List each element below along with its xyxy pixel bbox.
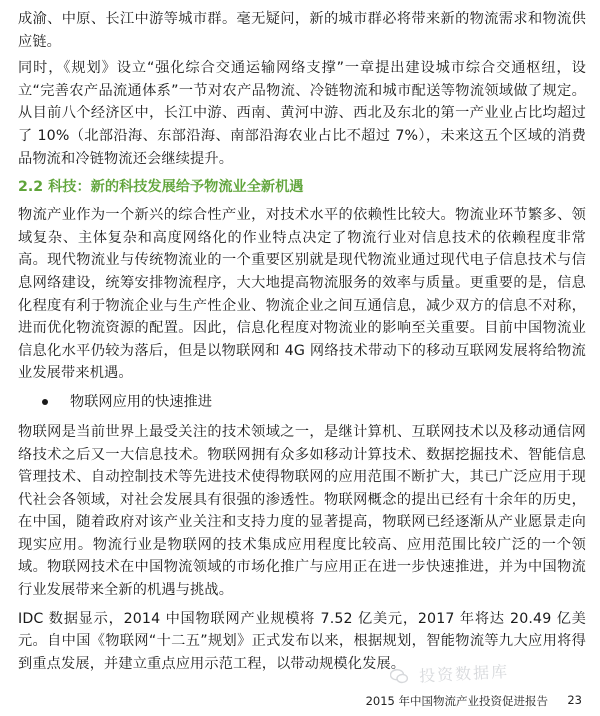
report-page [18, 8, 586, 681]
section-heading-technology: 2.2 科技：新的科技发展给予物流业全新机遇 [18, 179, 304, 196]
watermark [389, 659, 509, 688]
page-footer [0, 689, 600, 711]
paragraph-informatization: 物流产业作为一个新兴的综合性产业，对技术水平的依赖性比较大。物流业环节繁多、领域复杂、主体复杂和高度网络化的作业特点决定了物流行业对信息技术的依赖程度非常高。现代物流业与传统物流业的一个重要区别就是现代物流业通过现代电子信息技术与信息网络建设，统筹安排物流程序，大大地提高物流服务的效率与质量。更重要的是，信息化程度有利于物流企业与生产性企业、物流企业之间互通信息，减少双方的信息不对称，进而优化物流资源的配置。因此，信息化程度对物流业的影响至关重要。目前中国物流业信息化水平仍较为落后，但是以物联网和 4G 网络技术带动下的移动互联网发展将给物流业发展带来机遇。 [18, 207, 586, 382]
bullet-icon [42, 399, 48, 405]
wechat-icon [390, 668, 409, 685]
paragraph-idc-data: IDC 数据显示，2014 中国物联网产业规模将 7.52 亿美元，2017 年将达 20.49 亿美元。自中国《物联网“十二五”规划》正式发布以来，根据规划，智能物流等九大应用将得到重点发展，并建立重点应用示范工程，以带动规模化发展。 [18, 610, 586, 672]
watermark-text: 投资数据库 [418, 661, 510, 686]
page-number: 23 [567, 693, 582, 707]
bullet-item-iot [18, 391, 586, 413]
paragraph-iot: 物联网是当前世界上最受关注的技术领域之一，是继计算机、互联网技术以及移动通信网络技术之后又一大信息技术。物联网拥有众多如移动计算技术、数据挖掘技术、智能信息管理技术、自动控制技术等先进技术使得物联网的应用范围不断扩大，其已广泛应用于现代社会各领域，对社会发展具有很强的渗透性。物联网概念的提出已经有十余年的历史，在中国，随着政府对该产业关注和支持力度的显著提高，物联网已经逐渐从产业愿景走向现实应用。物流行业是物联网的技术集成应用程度比较高、应用范围比较广泛的一个领域。物联网技术在中国物流领域的市场化推广与应用正在进一步快速推进，并为中国物流行业发展带来全新的机遇与挑战。 [18, 423, 586, 599]
paragraph-planning: 同时，《规划》设立“强化综合交通运输网络支撑”一章提出建设城市综合交通枢纽，设立“完善农产品流通体系”一节对农产品物流、冷链物流和城市配送等物流领域做了规定。从目前八个经济区中，长江中游、西南、黄河中游、西北及东北的第一产业业占比均超过了 10%（北部沿海、东部沿海、南部沿海农业占比不超过 7%），未来这五个区域的消费品物流和冷链物流还会继续提升。 [18, 60, 586, 167]
footer-report-title: 2015 年中国物流产业投资促进报告 [365, 694, 548, 708]
paragraph-city-clusters: 成渝、中原、长江中游等城市群。毫无疑问，新的城市群必将带来新的物流需求和物流供应链。 [18, 11, 586, 50]
bullet-text: 物联网应用的快速推进 [70, 393, 212, 410]
